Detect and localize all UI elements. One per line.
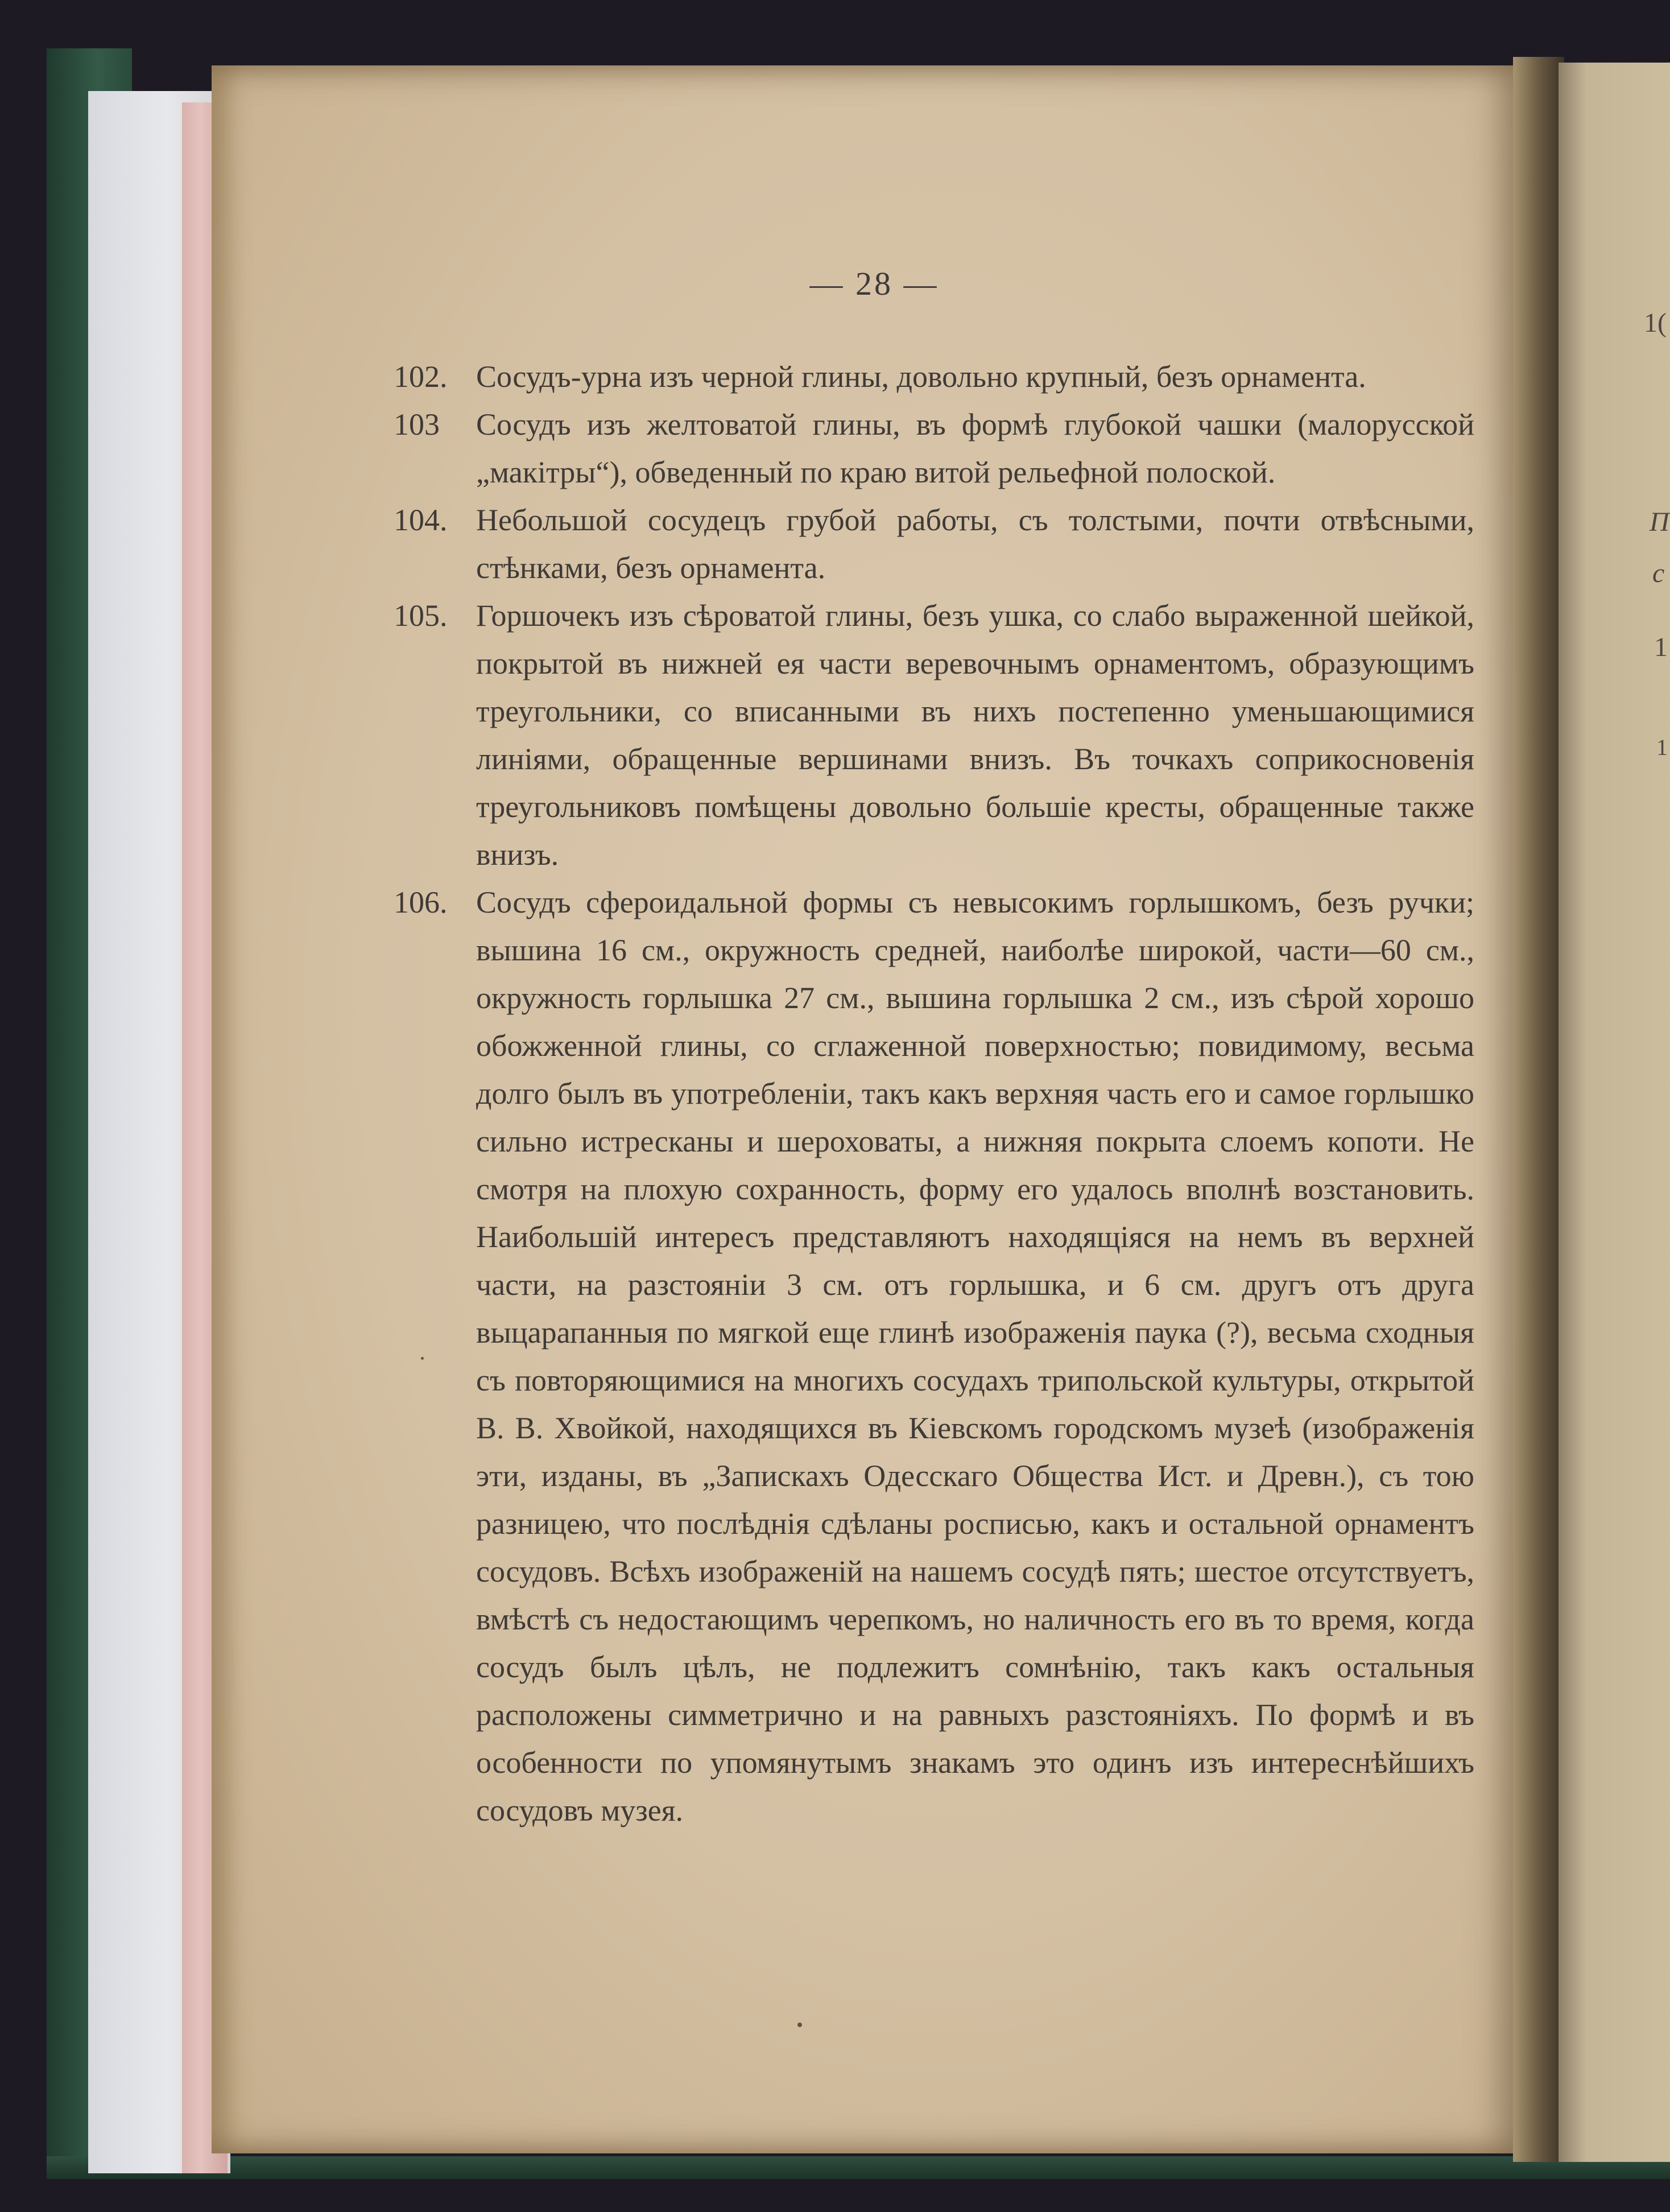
next-page-fragment: П <box>1650 507 1669 537</box>
entry-number: 103 <box>394 407 440 441</box>
entry-list <box>394 353 1474 1834</box>
entry <box>394 878 1474 1834</box>
next-page-fragment: с <box>1652 558 1665 588</box>
entry-text: Горшочекъ изъ сѣроватой глины, безъ ушка, со слабо выраженной шейкой, покрытой въ нижней ея части веревочнымъ орнаментомъ, образующимъ треугольники, со вписанными въ нихъ постепенно уменьшающимися линіями, обращенные вершинами внизъ. Въ точкахъ соприкосновенія треугольниковъ помѣщены довольно большіе кресты, обращенные также внизъ. <box>476 599 1474 872</box>
entry-number: 105. <box>394 599 448 633</box>
ink-speck <box>797 2023 802 2027</box>
entry-text: Небольшой сосудецъ грубой работы, съ толстыми, почти отвѣсными, стѣнками, безъ орнамента. <box>476 503 1474 585</box>
entry-text: Сосудъ сфероидальной формы съ невысокимъ горлышкомъ, безъ ручки; вышина 16 см., окружность средней, наиболѣе широкой, части—60 см., окружность горлышка 27 см., вышина горлышка 2 см., изъ сѣрой хорошо обожженной глины, со сглаженной поверхностью; повидимому, весьма долго былъ въ употребленіи, такъ какъ верхняя часть его и самое горлышко сильно истресканы и шероховаты, а нижняя покрыта слоемъ копоти. Не смотря на плохую сохранность, форму его удалось вполнѣ возстановить. Наибольшій интересъ представляютъ находящіяся на немъ въ верхней части, на разстояніи 3 см. отъ горлышка, и 6 см. другъ отъ друга выцарапанныя по мягкой еще глинѣ изображенія паука (?), весьма сходныя съ повторяющимися на многихъ сосудахъ трипольской культуры, открытой В. В. Хвойкой, находящихся въ Кіевскомъ городскомъ музеѣ (изображенія эти, изданы, въ „Запискахъ Одесскаго Общества Ист. и Древн.), съ тою разницею, что послѣднія сдѣланы росписью, какъ и остальной орнаментъ сосудовъ. Всѣхъ изображеній на нашемъ сосудѣ пять; шестое отсутствуетъ, вмѣстѣ съ недостающимъ черепкомъ, но наличность его въ то время, когда сосудъ былъ цѣлъ, не подлежитъ сомнѣнію, такъ какъ остальныя расположены симметрично и на равныхъ разстояніяхъ. По формѣ и въ особенности по упомянутымъ знакамъ это одинъ изъ интереснѣйшихъ сосудовъ музея. <box>476 885 1474 1827</box>
entry-number: 104. <box>394 503 448 537</box>
next-page-fragment: 1 <box>1656 734 1668 760</box>
next-page-fragment: 1 <box>1654 632 1668 662</box>
entry-number: 102. <box>394 360 448 394</box>
entry <box>394 496 1474 592</box>
page <box>212 65 1537 2153</box>
book-gutter <box>1513 57 1564 2162</box>
next-page-fragment: 1( <box>1644 308 1667 338</box>
entry-text: Сосудъ изъ желтоватой глины, въ формѣ глубокой чашки (малорусской „макітры“), обведенный по краю витой рельефной полоской. <box>476 407 1474 489</box>
entry-number: 106. <box>394 885 448 919</box>
page-number: — 28 — <box>809 265 939 302</box>
ink-speck <box>421 1357 424 1360</box>
next-page <box>1559 63 1670 2162</box>
entry <box>394 592 1474 878</box>
entry-text: Сосудъ-урна изъ черной глины, довольно крупный, безъ орнамента. <box>476 360 1366 394</box>
book-cover-bottom <box>47 2156 1670 2179</box>
entry <box>394 401 1474 496</box>
entry <box>394 353 1474 401</box>
